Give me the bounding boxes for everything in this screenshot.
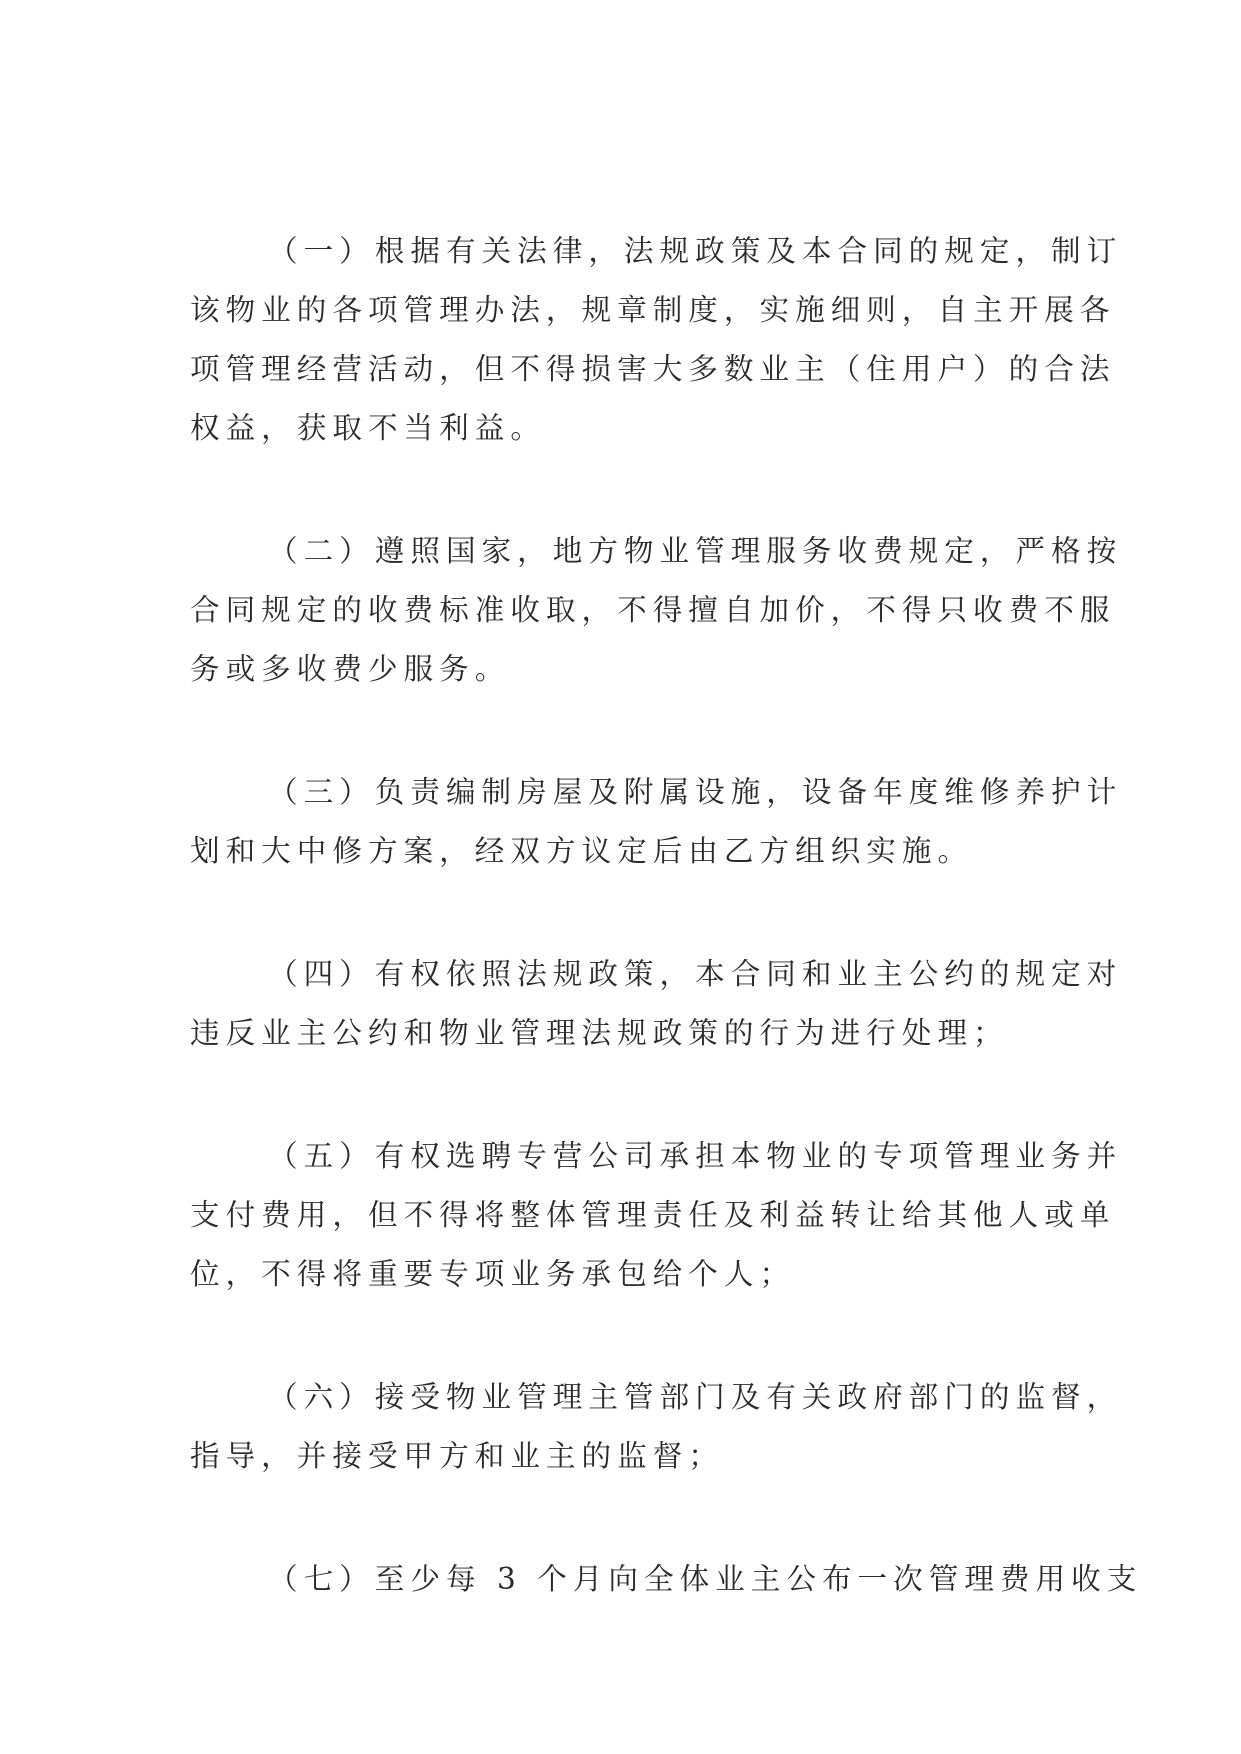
paragraph-line: （二）遵照国家，地方物业管理服务收费规定，严格按 — [268, 534, 1123, 568]
paragraph-line: 权益，获取不当利益。 — [190, 411, 546, 445]
paragraph-line: （四）有权依照法规政策，本合同和业主公约的规定对 — [268, 957, 1123, 991]
paragraph-line: （三）负责编制房屋及附属设施，设备年度维修养护计 — [268, 775, 1123, 809]
clause-6 — [190, 1368, 1123, 1486]
paragraph-line: 务或多收费少服务。 — [190, 652, 511, 686]
paragraph-line: 划和大中修方案，经双方议定后由乙方组织实施。 — [190, 834, 974, 868]
paragraph-line: （五）有权选聘专营公司承担本物业的专项管理业务并 — [268, 1139, 1123, 1173]
paragraph-line: 合同规定的收费标准收取，不得擅自加价，不得只收费不服 — [190, 593, 1116, 627]
clause-4 — [190, 945, 1123, 1063]
paragraph-line: 位，不得将重要专项业务承包给个人； — [190, 1257, 796, 1291]
document-page — [190, 222, 1143, 1673]
paragraph-line: 该物业的各项管理办法，规章制度，实施细则，自主开展各 — [190, 293, 1116, 327]
paragraph-line: 指导，并接受甲方和业主的监督； — [190, 1439, 724, 1473]
paragraph-line: 违反业主公约和物业管理法规政策的行为进行处理； — [190, 1016, 1009, 1050]
paragraph-line: （一）根据有关法律，法规政策及本合同的规定，制订 — [268, 234, 1123, 268]
clause-7 — [190, 1550, 1143, 1609]
paragraph-line: 支付费用，但不得将整体管理责任及利益转让给其他人或单 — [190, 1198, 1116, 1232]
paragraph-line: （七）至少每 3 个月向全体业主公布一次管理费用收支 — [268, 1562, 1143, 1596]
clause-2 — [190, 522, 1123, 699]
paragraph-line: （六）接受物业管理主管部门及有关政府部门的监督， — [268, 1380, 1123, 1414]
paragraph-line: 项管理经营活动，但不得损害大多数业主（住用户）的合法 — [190, 352, 1116, 386]
clause-3 — [190, 763, 1123, 881]
clause-5 — [190, 1127, 1123, 1304]
clause-1 — [190, 222, 1123, 458]
